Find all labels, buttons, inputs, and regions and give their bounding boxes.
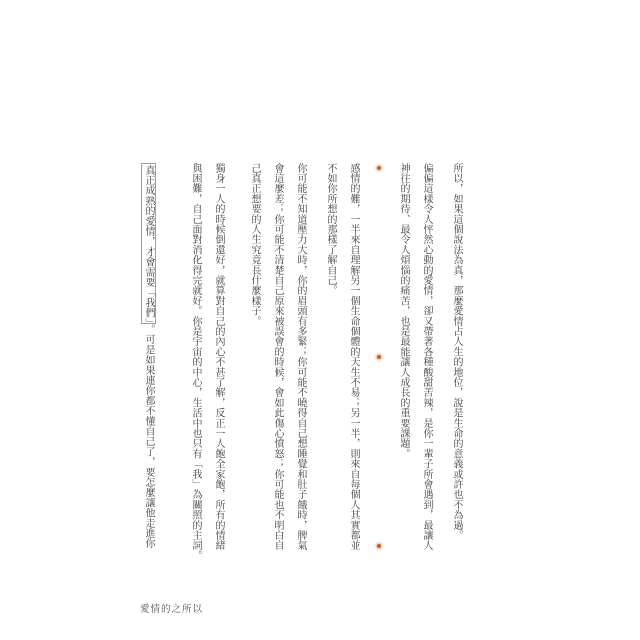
text-column: 偏偏這樣令人怦然心動的愛情，卻又帶著各種酸甜苦辣，是你一輩子所會遇到，最讓人 [421,163,432,551]
text-after-highlight: 。可是如果連你都不懂自己了，要怎麼讓他走進你 [143,324,154,549]
paragraph-5 [184,163,230,561]
paragraph-1 [445,163,468,555]
paragraph-6-key-sentence [137,163,160,555]
paragraph-3 [319,163,365,555]
text-column: 與困難，自己面對消化得完就好。你是宇宙的中心，生活中也只有「我」為關照的主詞。 [190,163,201,561]
orange-dot-icon [377,166,381,170]
paragraph-4 [243,163,312,555]
text-column: 己真正想要的人生究竟長什麼樣子。 [249,163,260,327]
text-column: 所以，如果這個說法為真，那麼愛情占人生的地位，說是生命的意義或許也不為過。 [451,163,462,541]
footer-chapter-title: 愛情的之所以 [140,605,204,615]
text-column: 不如你所想的那樣了解自己。 [325,163,336,296]
vertical-text-block [137,163,468,561]
section-separator-dots [367,166,390,548]
orange-dot-icon [377,544,381,548]
text-column: 獨身一人的時候倒還好，就算對自己的內心不甚了解，反正一人飽全家飽，所有的情緒 [213,163,224,551]
orange-dot-icon [377,355,381,359]
highlight-box: 真正成熟的愛情，才會需要「我們」 [143,165,154,324]
text-column: 會這麼差；你可能不清楚自己原來被誤會的時候，會如此傷心憤怒；你可能也不明白自 [272,163,283,551]
text-column: 神往的期待、最令人煩惱的痛苦，也是最能讓人成長的重要課題。 [398,163,409,459]
text-column [137,163,160,555]
text-column: 你可能不知道壓力大時，你的眉頭有多緊；你可能不曉得自己想睡覺和肚子餓時，脾氣 [295,163,306,551]
paragraph-2 [392,163,438,555]
text-column: 感情的難，一半來自理解另一個生命個體的天生不易；另一半，則來自每個人其實都並 [348,163,359,551]
